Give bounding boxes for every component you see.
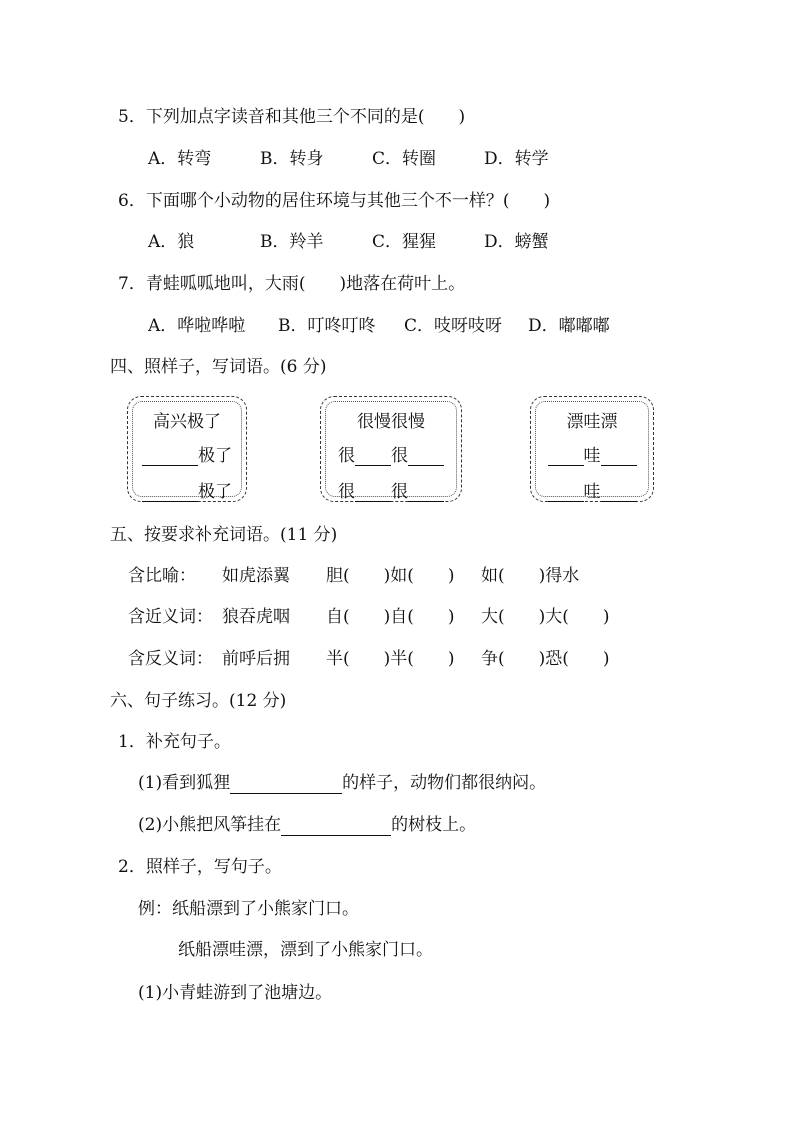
- s6-question-1: 1．补充句子。: [118, 732, 231, 752]
- word-box-2-example: 很慢很慢: [357, 412, 425, 432]
- answer-blank[interactable]: [142, 447, 198, 466]
- word-box-3: [530, 396, 654, 502]
- word-box-2-row-2: 很 很: [321, 477, 461, 502]
- section-5-title: 五、按要求补充词语。(11 分): [110, 525, 338, 545]
- answer-blank[interactable]: [355, 483, 391, 502]
- q5-option-b: B．转身: [260, 149, 324, 169]
- s5-row-2-example: 狼吞虎咽: [222, 607, 290, 627]
- s6-question-2: 2．照样子，写句子。: [118, 857, 282, 877]
- question-6: 6．下面哪个小动物的居住环境与其他三个不一样？( ): [118, 191, 551, 211]
- s5-row-1-blank-a: 胆( )如( ): [326, 566, 455, 586]
- s5-row-2-label: 含近义词：: [128, 607, 213, 627]
- s6-q1-item-2: (2)小熊把风筝挂在 的树枝上。: [138, 815, 477, 835]
- s5-row-1-example: 如虎添翼: [222, 566, 290, 586]
- s5-row-1-label: 含比喻：: [128, 566, 196, 586]
- answer-blank[interactable]: [548, 483, 584, 502]
- s6-example-line-1: 例：纸船漂到了小熊家门口。: [138, 899, 359, 919]
- q6-option-a: A．狼: [148, 232, 195, 252]
- answer-blank[interactable]: [601, 483, 637, 502]
- answer-blank[interactable]: [408, 447, 444, 466]
- answer-blank[interactable]: [281, 817, 391, 836]
- answer-blank[interactable]: [408, 483, 444, 502]
- word-box-3-row-1: 哇: [531, 441, 653, 466]
- word-box-1: [127, 396, 247, 502]
- answer-blank[interactable]: [601, 447, 637, 466]
- s6-q1-item-1: (1)看到狐狸 的样子，动物们都很纳闷。: [138, 773, 547, 793]
- q6-option-b: B．羚羊: [260, 232, 324, 252]
- word-box-1-example: 高兴极了: [153, 412, 221, 432]
- section-6-title: 六、句子练习。(12 分): [110, 691, 287, 711]
- question-7: 7．青蛙呱呱地叫，大雨( )地落在荷叶上。: [118, 274, 466, 294]
- q7-option-b: B．叮咚叮咚: [278, 316, 376, 336]
- word-box-3-example: 漂哇漂: [566, 412, 618, 432]
- word-box-1-row-2: 极了: [128, 477, 246, 502]
- s5-row-3-blank-b: 争( )恐( ): [481, 649, 610, 669]
- s5-row-3-blank-a: 半( )半( ): [326, 649, 455, 669]
- answer-blank[interactable]: [548, 447, 584, 466]
- s6-q2-item-1: (1)小青蛙游到了池塘边。: [138, 983, 333, 1003]
- q7-option-d: D．嘟嘟嘟: [528, 316, 610, 336]
- s5-row-2-blank-b: 大( )大( ): [481, 607, 610, 627]
- word-box-1-row-1: 极了: [128, 441, 246, 466]
- word-box-2: [320, 396, 462, 502]
- word-box-3-row-2: 哇: [531, 477, 653, 502]
- answer-blank[interactable]: [355, 447, 391, 466]
- q7-option-c: C．吱呀吱呀: [404, 316, 503, 336]
- s5-row-1-blank-b: 如( )得水: [481, 566, 580, 586]
- q6-option-d: D．螃蟹: [484, 232, 549, 252]
- section-4-title: 四、照样子，写词语。(6 分): [110, 357, 327, 377]
- answer-blank[interactable]: [142, 483, 198, 502]
- answer-blank[interactable]: [230, 775, 342, 794]
- s5-row-3-example: 前呼后拥: [222, 649, 290, 669]
- q5-option-d: D．转学: [484, 149, 549, 169]
- q5-option-c: C．转圈: [372, 149, 437, 169]
- s6-example-line-2: 纸船漂哇漂，漂到了小熊家门口。: [178, 940, 433, 960]
- q6-option-c: C．猩猩: [372, 232, 437, 252]
- question-5: 5．下列加点字读音和其他三个不同的是( ): [118, 107, 466, 127]
- s5-row-3-label: 含反义词：: [128, 649, 213, 669]
- s5-row-2-blank-a: 自( )自( ): [326, 607, 455, 627]
- word-box-2-row-1: 很 很: [321, 441, 461, 466]
- q5-option-a: A．转弯: [148, 149, 212, 169]
- q7-option-a: A．哗啦哗啦: [148, 316, 246, 336]
